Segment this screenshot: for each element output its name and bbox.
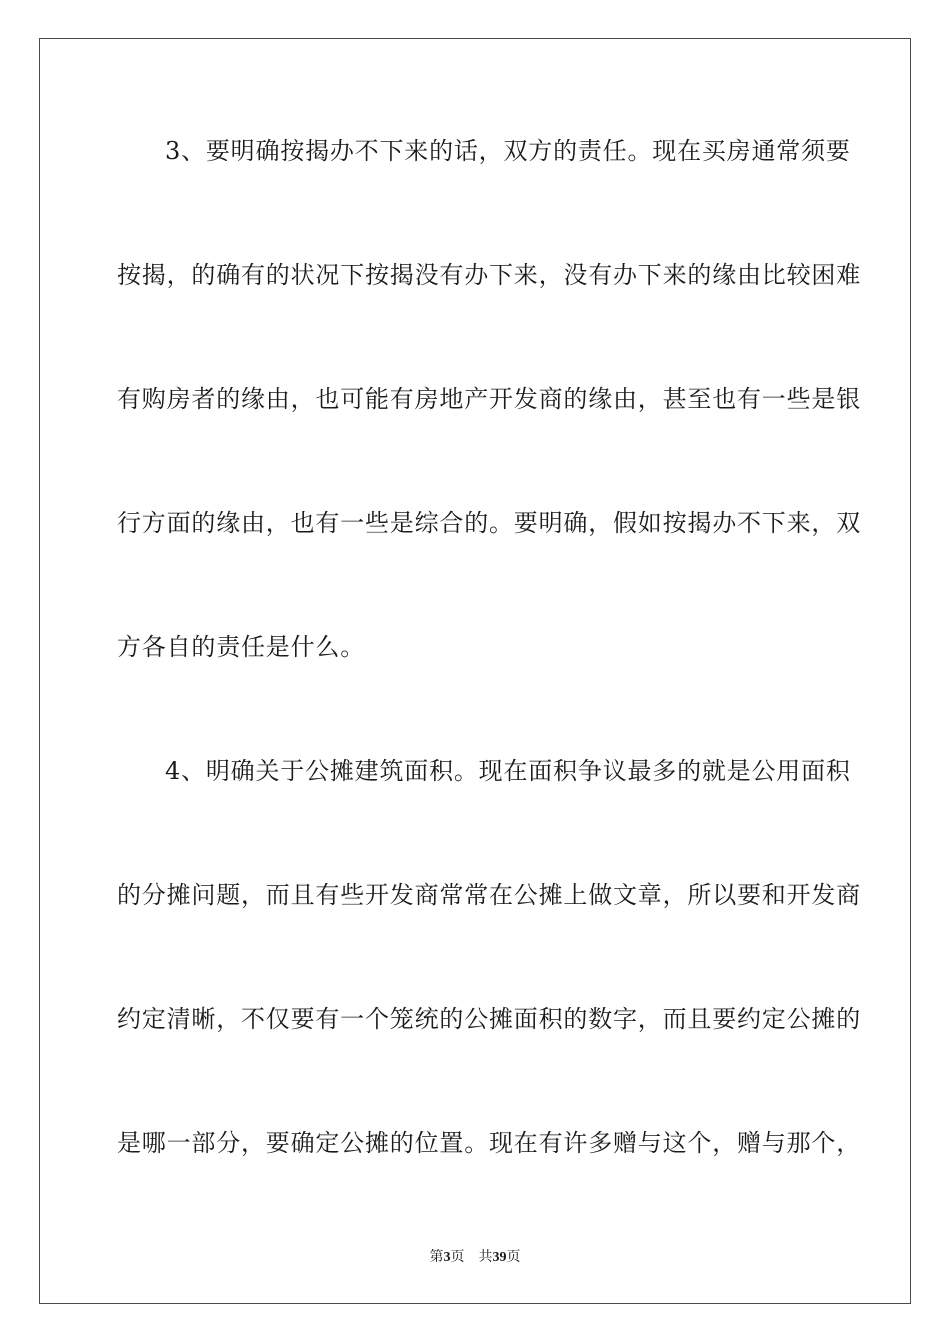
paragraph-3-line-3: 有购房者的缘由，也可能有房地产开发商的缘由，甚至也有一些是银 <box>117 385 861 413</box>
paragraph-4-line-4: 是哪一部分，要确定公摊的位置。现在有许多赠与这个，赠与那个， <box>117 1129 861 1157</box>
footer-page-prefix: 第 <box>429 1249 444 1265</box>
footer-page-suffix: 页 <box>450 1249 465 1265</box>
footer-page-total: 39 <box>492 1250 507 1265</box>
paragraph-3-line-4: 行方面的缘由，也有一些是综合的。要明确，假如按揭办不下来，双 <box>117 509 861 537</box>
paragraph-4-line-2: 的分摊问题，而且有些开发商常常在公摊上做文章，所以要和开发商 <box>117 881 861 909</box>
paragraph-4-line-1: 4、明确关于公摊建筑面积。现在面积争议最多的就是公用面积 <box>165 757 851 785</box>
paragraph-4-line-3: 约定清晰，不仅要有一个笼统的公摊面积的数字，而且要约定公摊的 <box>117 1005 861 1033</box>
footer-total-suffix: 页 <box>506 1249 521 1265</box>
paragraph-3-line-5: 方各自的责任是什么。 <box>117 633 365 661</box>
paragraph-3-line-2: 按揭，的确有的状况下按揭没有办下来，没有办下来的缘由比较困难 <box>117 261 861 289</box>
page-border <box>39 38 911 1304</box>
footer-page-current: 3 <box>443 1250 451 1265</box>
footer-total-prefix: 共 <box>478 1249 493 1265</box>
paragraph-3-line-1: 3、要明确按揭办不下来的话，双方的责任。现在买房通常须要 <box>165 137 851 165</box>
page-footer <box>0 1248 950 1267</box>
